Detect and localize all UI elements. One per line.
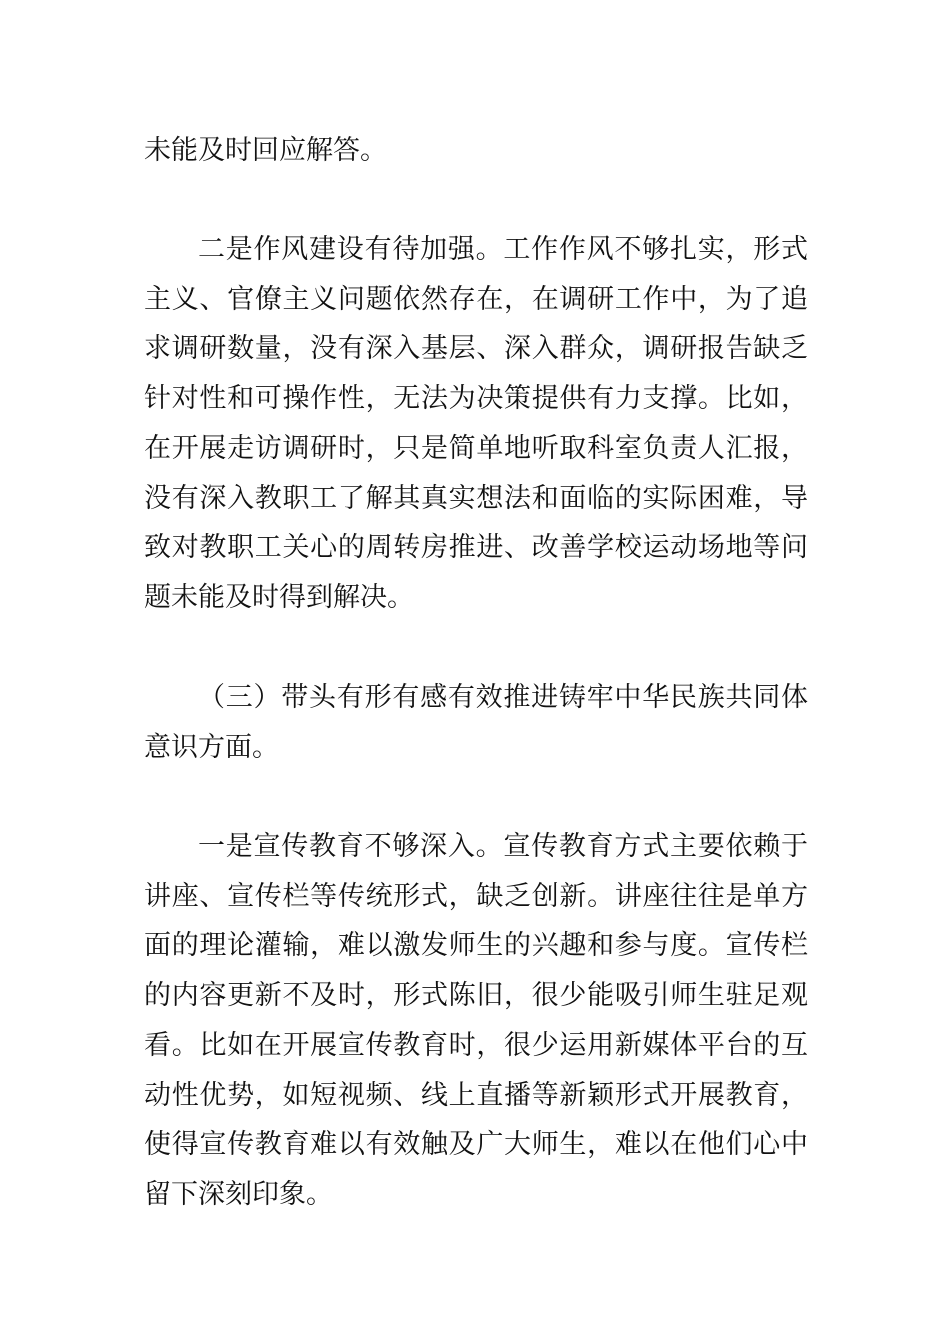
section-heading-three: （三）带头有形有感有效推进铸牢中华民族共同体意识方面。 [144, 682, 808, 763]
paragraph-publicity-education: 一是宣传教育不够深入。宣传教育方式主要依赖于讲座、宣传栏等传统形式，缺乏创新。讲座往往是单方面的理论灌输，难以激发师生的兴趣和参与度。宣传栏的内容更新不及时，形式陈旧，很少能吸引师生驻足观看。比如在开展宣传教育时，很少运用新媒体平台的互动性优势，如短视频、线上直播等新颖形式开展教育，使得宣传教育难以有效触及广大师生，难以在他们心中留下深刻印象。 [144, 831, 808, 1210]
paragraph-continuation: 未能及时回应解答。 [144, 135, 387, 166]
paragraph-work-style: 二是作风建设有待加强。工作作风不够扎实，形式主义、官僚主义问题依然存在，在调研工作中，为了追求调研数量，没有深入基层、深入群众，调研报告缺乏针对性和可操作性，无法为决策提供有力支撑。比如，在开展走访调研时，只是简单地听取科室负责人汇报，没有深入教职工了解其真实想法和面临的实际困难，导致对教职工关心的周转房推进、改善学校运动场地等问题未能及时得到解决。 [144, 234, 808, 613]
